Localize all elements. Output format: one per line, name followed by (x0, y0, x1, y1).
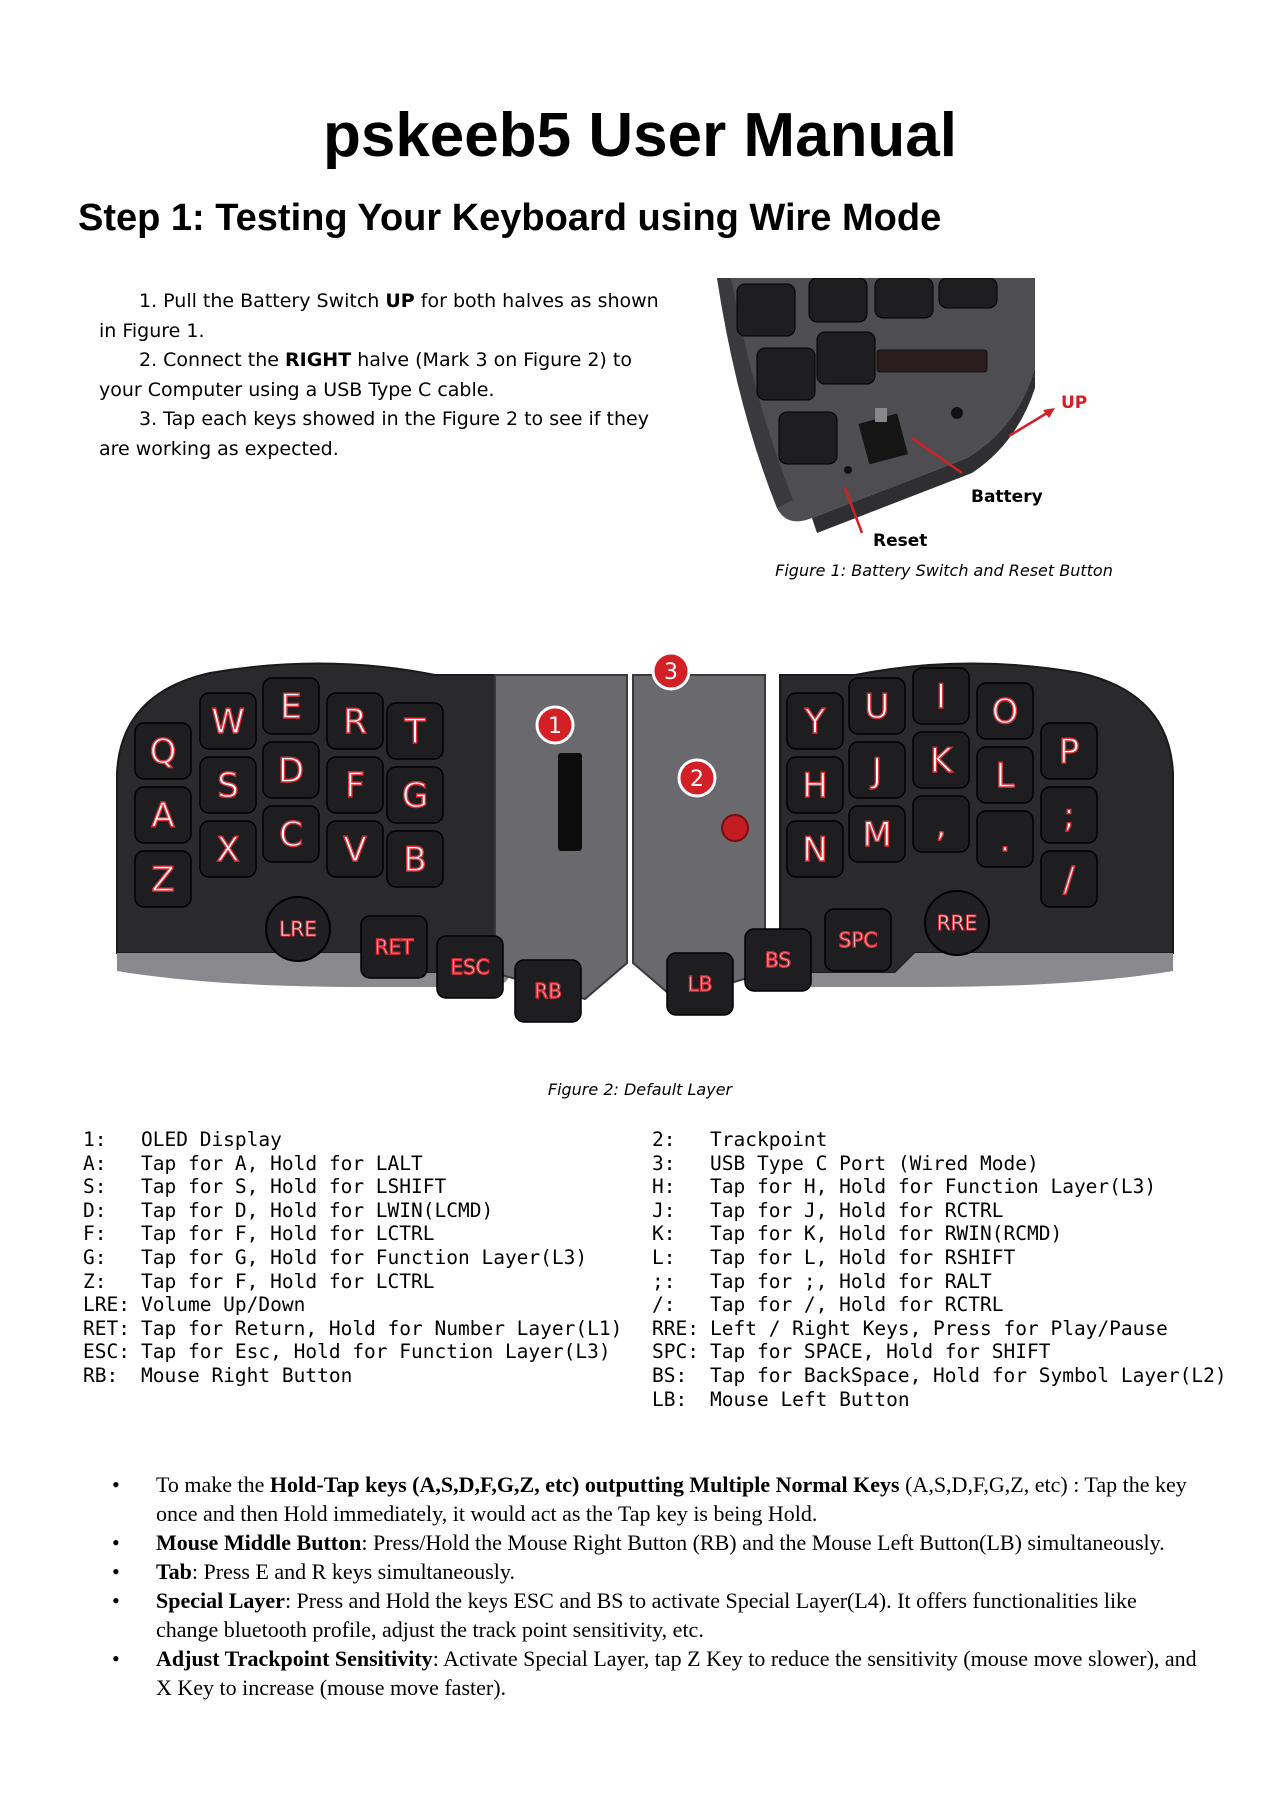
notes-list (110, 1470, 1200, 1702)
keycap (745, 929, 811, 991)
keycap (825, 909, 891, 971)
keycap (200, 757, 256, 813)
legend-item: RB: Mouse Right Button (83, 1363, 353, 1387)
step-heading: Step 1: Testing Your Keyboard using Wire Mode (78, 197, 942, 239)
keycap (135, 723, 191, 779)
page-title: pskeeb5 User Manual (322, 101, 958, 170)
step-item: 2. Connect the RIGHT halve (Mark 3 on Figure 2) to your Computer using a USB Type C cable. (99, 349, 632, 401)
keycap-label: Q (149, 732, 177, 773)
keycap (200, 693, 256, 749)
keycap-label: Y (804, 702, 826, 743)
legend-right (652, 1128, 1252, 1411)
marker-1 (537, 707, 573, 743)
keycap-label: RB (534, 979, 562, 1004)
keycap-label: , (935, 805, 947, 846)
keycap (327, 757, 383, 813)
keycap (1041, 851, 1097, 907)
note-item: • Special Layer: Press and Hold the keys ESC and BS to activate Special Layer(L4). It offers functionalities like change bluetooth profile, adjust the track point sensitivity, etc. (112, 1588, 1137, 1642)
legend-item: J: Tap for J, Hold for RCTRL (652, 1198, 1004, 1222)
keycap (849, 806, 905, 862)
legend-item: K: Tap for K, Hold for RWIN(RCMD) (652, 1222, 1063, 1246)
keycap-label: K (929, 741, 953, 782)
figure-battery-switch (717, 278, 1171, 554)
keycap-label: U (864, 687, 890, 728)
keycap (135, 851, 191, 907)
keycap-label: P (1058, 732, 1080, 773)
keycap-label: S (217, 766, 239, 807)
keycap-label: W (211, 702, 245, 743)
marker-2 (679, 760, 715, 796)
keycap (515, 960, 581, 1022)
keycap (327, 693, 383, 749)
legend-item: RRE: Left / Right Keys, Press for Play/Pause (652, 1316, 1168, 1340)
note-item: • Mouse Middle Button: Press/Hold the Mouse Right Button (RB) and the Mouse Left Button(LB) simultaneously. (112, 1530, 1165, 1555)
keycap-label: X (216, 830, 240, 871)
up-label: UP (1061, 393, 1088, 413)
keycap-label: C (279, 815, 303, 856)
marker-3 (653, 653, 689, 689)
keycap-label: F (345, 766, 365, 807)
svg-text:1: 1 (548, 714, 562, 739)
keycap-label: D (277, 751, 305, 792)
keycap (849, 742, 905, 798)
legend-item: BS: Tap for BackSpace, Hold for Symbol Layer(L2) (652, 1363, 1227, 1387)
keycap-label: M (862, 815, 892, 856)
reset-label: Reset (873, 531, 928, 551)
figure-default-layer (115, 653, 1175, 1068)
keycap-label: LB (687, 972, 713, 997)
keycap-label: SPC (838, 928, 878, 953)
keycap-label: N (802, 830, 828, 871)
legend-item: LB: Mouse Left Button (652, 1387, 910, 1411)
keycap-label: O (991, 692, 1019, 733)
keycap-label: G (401, 776, 429, 817)
keycap (327, 821, 383, 877)
keycap-label: I (935, 677, 947, 718)
svg-text:3: 3 (664, 660, 678, 685)
keycap (787, 693, 843, 749)
step-item: 3. Tap each keys showed in the Figure 2 to see if they are working as expected. (99, 408, 649, 460)
keycap-label: BS (764, 948, 792, 973)
step-item: 1. Pull the Battery Switch UP for both halves as shown in Figure 1. (99, 290, 659, 342)
keycap (1041, 723, 1097, 779)
keycap-label: H (802, 766, 828, 807)
legend-item: H: Tap for H, Hold for Function Layer(L3) (652, 1175, 1157, 1199)
keycap (913, 668, 969, 724)
keycap (977, 811, 1033, 867)
legend-item: ;: Tap for ;, Hold for RALT (652, 1269, 992, 1293)
keycap-label: V (343, 830, 367, 871)
legend-item: S: Tap for S, Hold for LSHIFT (83, 1175, 447, 1199)
encoder-label: LRE (279, 917, 317, 941)
instruction-steps (99, 287, 659, 464)
legend-left (83, 1128, 643, 1388)
keycap (437, 936, 503, 998)
keycap (263, 678, 319, 734)
keycap-label: A (151, 796, 175, 837)
keycap (1041, 787, 1097, 843)
keycap (387, 831, 443, 887)
keycap (667, 953, 733, 1015)
legend-item: Z: Tap for F, Hold for LCTRL (83, 1269, 435, 1293)
legend-item: G: Tap for G, Hold for Function Layer(L3) (83, 1245, 588, 1269)
legend-item: LRE: Volume Up/Down (83, 1293, 306, 1317)
legend-item: 2: Trackpoint (652, 1128, 828, 1151)
keycap (977, 747, 1033, 803)
encoder-knob (266, 897, 330, 961)
keycap (787, 821, 843, 877)
keycap-label: L (995, 756, 1015, 797)
keycap-label: . (999, 820, 1011, 861)
legend-item: F: Tap for F, Hold for LCTRL (83, 1222, 435, 1246)
legend-item: /: Tap for /, Hold for RCTRL (652, 1293, 1004, 1317)
keycap (849, 678, 905, 734)
legend-item: SPC: Tap for SPACE, Hold for SHIFT (652, 1340, 1051, 1364)
keycap-label: E (280, 687, 302, 728)
encoder-knob (925, 891, 989, 955)
note-item: • Tab: Press E and R keys simultaneously. (112, 1559, 515, 1584)
keycap (361, 916, 427, 978)
keycap (387, 767, 443, 823)
keycap-label: B (403, 840, 427, 881)
keycap (135, 787, 191, 843)
legend-item: L: Tap for L, Hold for RSHIFT (652, 1245, 1016, 1269)
keycap-label: Z (151, 860, 175, 901)
legend-item: RET: Tap for Return, Hold for Number Layer(L1) (83, 1316, 623, 1340)
figure1-caption: Figure 1: Battery Switch and Reset Button (775, 561, 1113, 580)
legend-item: ESC: Tap for Esc, Hold for Function Layer(L3) (83, 1340, 611, 1364)
svg-text:2: 2 (690, 767, 704, 792)
keycap (263, 742, 319, 798)
legend-item: 3: USB Type C Port (Wired Mode) (652, 1151, 1039, 1175)
battery-label: Battery (971, 487, 1043, 507)
keycap (387, 703, 443, 759)
keycap-label: / (1063, 860, 1075, 901)
keycap-label: ESC (450, 955, 490, 980)
keycap (913, 796, 969, 852)
legend-item: A: Tap for A, Hold for LALT (83, 1151, 423, 1175)
legend-item: 1: OLED Display (83, 1128, 282, 1151)
keycap (200, 821, 256, 877)
note-item: • Adjust Trackpoint Sensitivity: Activate Special Layer, tap Z Key to reduce the sensitivity (mouse move slower), and X Key to increase (mouse move faster). (112, 1646, 1197, 1700)
keycap-label: ; (1063, 796, 1075, 837)
keycap-label: RET (374, 935, 414, 960)
keycap (913, 732, 969, 788)
keycap (787, 757, 843, 813)
figure2-caption: Figure 2: Default Layer (547, 1080, 733, 1099)
encoder-label: RRE (936, 911, 978, 935)
keycap-label: J (871, 751, 883, 792)
keycap (977, 683, 1033, 739)
legend-item: D: Tap for D, Hold for LWIN(LCMD) (83, 1198, 494, 1222)
note-item: • To make the Hold-Tap keys (A,S,D,F,G,Z, etc) outputting Multiple Normal Keys (A,S,D,F,G,Z, etc) : Tap the key once and then Hold immediately, it would act as the Tap key is being Hold. (112, 1472, 1187, 1526)
keycap-label: R (343, 702, 367, 743)
keycap (263, 806, 319, 862)
keycap-label: T (404, 712, 426, 753)
